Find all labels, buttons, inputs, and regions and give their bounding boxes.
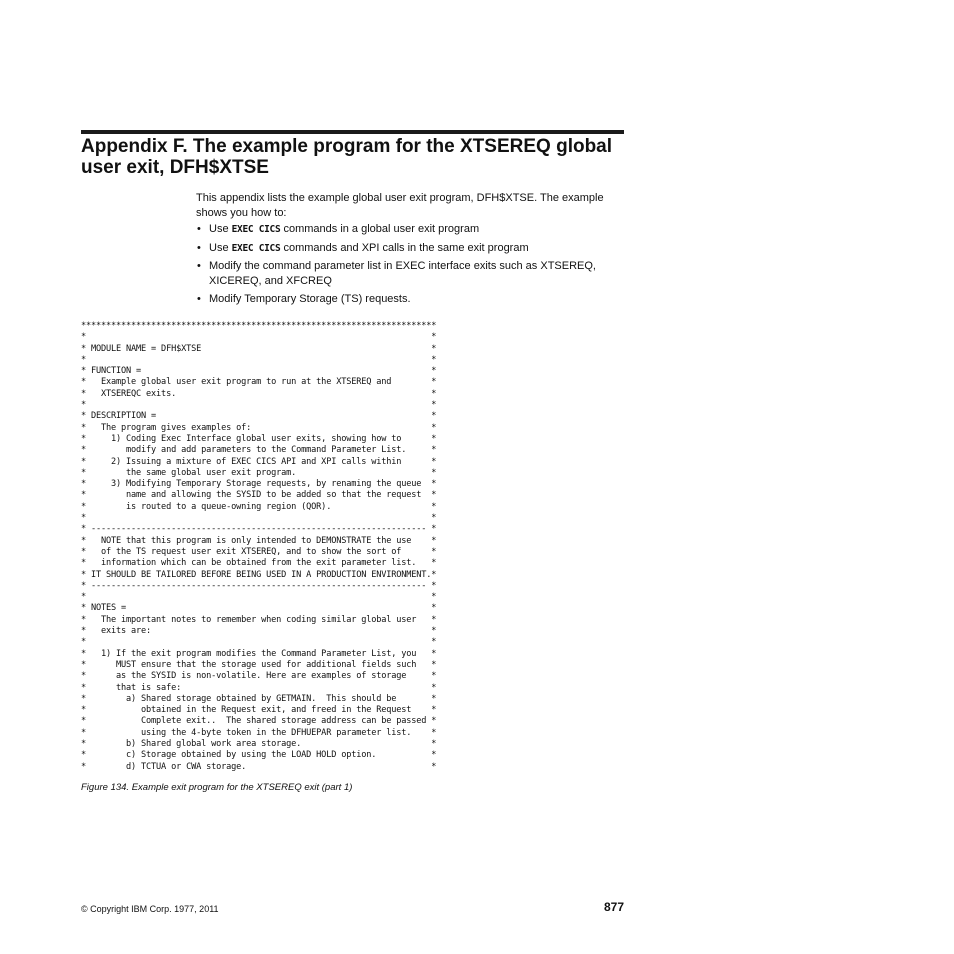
bullet-text: commands in a global user exit program: [280, 223, 480, 235]
code-line: * XTSEREQC exits. *: [81, 388, 437, 399]
bullet-text: Modify Temporary Storage (TS) requests.: [209, 293, 411, 305]
code-line: * name and allowing the SYSID to be added so that the request *: [81, 490, 437, 501]
bullet-marker: •: [197, 241, 201, 254]
code-line: * MODULE NAME = DFH$XTSE *: [81, 343, 437, 354]
bullet-text: Use: [209, 223, 232, 235]
figure-caption: Figure 134. Example exit program for the XTSEREQ exit (part 1): [81, 782, 353, 793]
code-line: * *: [81, 332, 437, 343]
bullet-text: Modify the command parameter list in EXEC interface exits such as XTSEREQ, XICEREQ, and XFCREQ: [209, 260, 596, 287]
bullet-item: [196, 222, 636, 238]
code-line: * Example global user exit program to run at the XTSEREQ and *: [81, 377, 437, 388]
bullet-item: [196, 259, 636, 289]
page-title-line-1: Appendix F. The example program for the XTSEREQ global: [81, 136, 613, 157]
code-line: * *: [81, 513, 437, 524]
bullet-text: Use: [209, 241, 232, 254]
code-line: * *: [81, 400, 437, 411]
code-line: * The program gives examples of: *: [81, 422, 437, 433]
code-line: * b) Shared global work area storage. *: [81, 738, 437, 749]
bullet-item: [196, 292, 636, 308]
bullet-text: commands and XPI calls in the same exit program: [280, 241, 529, 254]
code-line: * 3) Modifying Temporary Storage requests, by renaming the queue *: [81, 479, 437, 490]
code-line: * *: [81, 637, 437, 648]
code-line: * d) TCTUA or CWA storage. *: [81, 761, 437, 772]
code-listing: [81, 321, 436, 773]
code-line: * modify and add parameters to the Command Parameter List. *: [81, 445, 437, 456]
code-line: ***********************************************************************: [81, 321, 437, 331]
code-line: * that is safe: *: [81, 682, 437, 693]
code-line: * IT SHOULD BE TAILORED BEFORE BEING USED IN A PRODUCTION ENVIRONMENT.*: [81, 569, 437, 580]
bullet-marker: •: [197, 260, 201, 272]
inline-code: EXEC CICS: [231, 242, 281, 254]
title-rule: [81, 130, 624, 134]
code-line: * *: [81, 354, 437, 365]
code-line: * NOTE that this program is only intended to DEMONSTRATE the use *: [81, 535, 437, 546]
code-line: * ------------------------------------------------------------------- *: [81, 580, 437, 591]
page-title-line-2: user exit, DFH$XTSE: [81, 157, 269, 178]
code-line: * exits are: *: [81, 626, 437, 637]
intro-paragraph: This appendix lists the example global user exit program, DFH$XTSE. The example shows you how to:: [196, 192, 604, 219]
page-title: [81, 136, 641, 178]
code-line: * is routed to a queue-owning region (QOR). *: [81, 501, 437, 512]
code-line: * information which can be obtained from the exit parameter list. *: [81, 558, 437, 569]
code-line: * using the 4-byte token in the DFHUEPAR parameter list. *: [81, 727, 437, 738]
code-line: * DESCRIPTION = *: [81, 411, 437, 422]
code-line: * The important notes to remember when coding similar global user *: [81, 614, 437, 625]
bullet-marker: •: [197, 223, 201, 235]
bullet-marker: •: [197, 293, 201, 305]
bullet-item: [196, 241, 636, 257]
code-line: * obtained in the Request exit, and freed in the Request *: [81, 705, 437, 716]
code-line: * NOTES = *: [81, 603, 437, 614]
code-line: * the same global user exit program. *: [81, 467, 437, 478]
code-line: * of the TS request user exit XTSEREQ, and to show the sort of *: [81, 546, 437, 557]
code-line: * 1) If the exit program modifies the Command Parameter List, you *: [81, 648, 437, 659]
code-line: * as the SYSID is non-volatile. Here are examples of storage *: [81, 671, 437, 682]
code-line: * ------------------------------------------------------------------- *: [81, 524, 437, 535]
code-line: * FUNCTION = *: [81, 366, 437, 377]
code-line: * 2) Issuing a mixture of EXEC CICS API and XPI calls within *: [81, 456, 437, 467]
code-line: * Complete exit.. The shared storage address can be passed *: [81, 716, 437, 727]
page-number: 877: [603, 900, 624, 914]
code-line: * 1) Coding Exec Interface global user exits, showing how to *: [81, 433, 437, 444]
inline-code: EXEC CICS: [231, 224, 281, 235]
code-line: * MUST ensure that the storage used for additional fields such *: [81, 659, 437, 670]
copyright-notice: © Copyright IBM Corp. 1977, 2011: [81, 904, 219, 914]
bullet-list: [196, 222, 636, 311]
code-line: * *: [81, 592, 437, 603]
code-line: * c) Storage obtained by using the LOAD HOLD option. *: [81, 750, 437, 761]
code-line: * a) Shared storage obtained by GETMAIN. This should be *: [81, 693, 437, 704]
